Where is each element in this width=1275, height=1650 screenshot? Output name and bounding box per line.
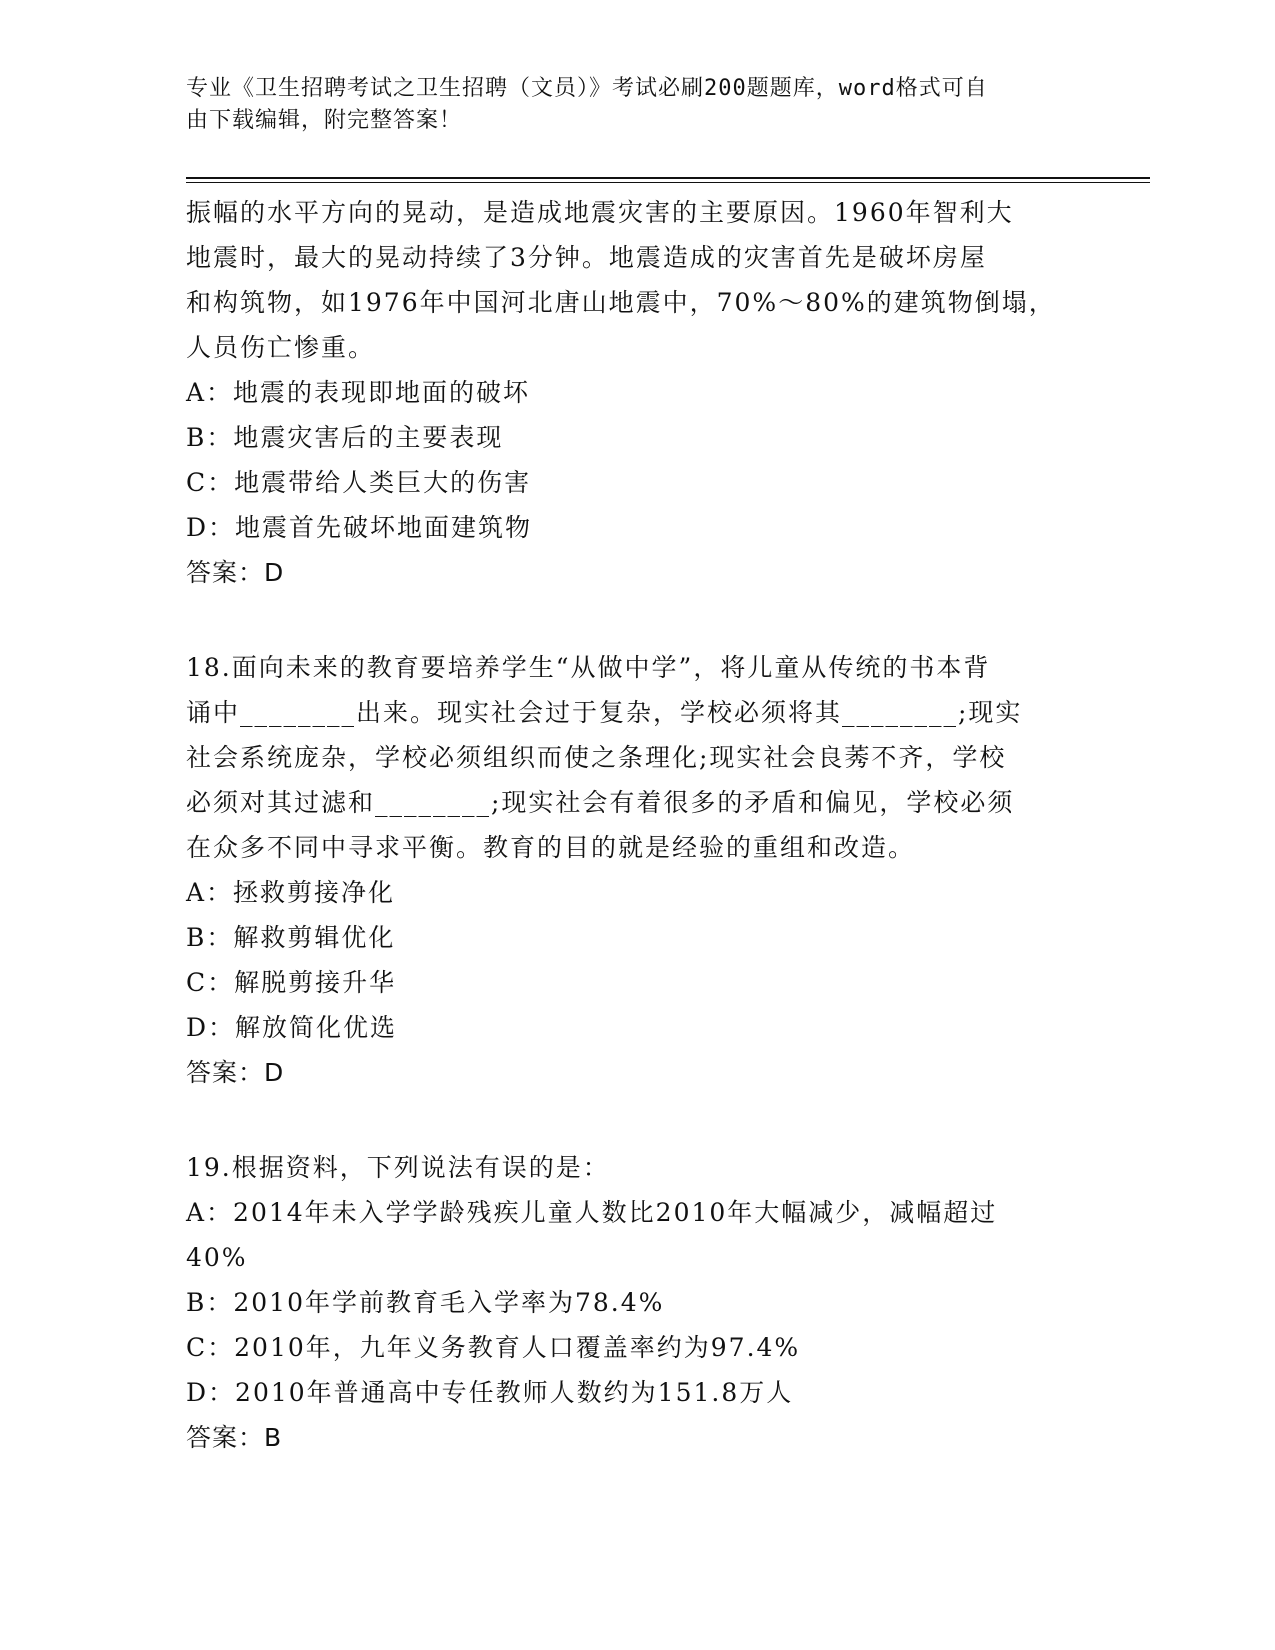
header-line-2: 由下载编辑，附完整答案！: [186, 108, 463, 133]
option-a-continued: 40%: [186, 1243, 248, 1272]
document-header: [186, 73, 1066, 137]
option-d: D：解放简化优选: [186, 1013, 398, 1042]
question-17: [186, 190, 1076, 595]
question-stem-line: 诵中________出来。现实社会过于复杂，学校必须将其________;现实: [186, 698, 1023, 727]
question-stem-line: 振幅的水平方向的晃动，是造成地震灾害的主要原因。1960年智利大: [186, 198, 1014, 227]
option-a: A：2014年未入学学龄残疾儿童人数比2010年大幅减少，减幅超过: [186, 1198, 998, 1227]
question-stem-line: 地震时，最大的晃动持续了3分钟。地震造成的灾害首先是破坏房屋: [186, 243, 987, 272]
header-divider-thin: [186, 182, 1150, 183]
header-divider-thick: [186, 177, 1150, 179]
option-a: A：拯救剪接净化: [186, 878, 396, 907]
question-list: [186, 190, 1076, 1460]
answer-line: 答案：D: [186, 1058, 285, 1087]
question-stem-line: 和构筑物，如1976年中国河北唐山地震中，70%～80%的建筑物倒塌，: [186, 288, 1056, 317]
question-19: [186, 1145, 1076, 1460]
option-a: A：地震的表现即地面的破坏: [186, 378, 531, 407]
answer-line: 答案：D: [186, 558, 285, 587]
question-18: [186, 645, 1076, 1095]
option-c: C：地震带给人类巨大的伤害: [186, 468, 532, 497]
option-c: C：2010年，九年义务教育人口覆盖率约为97.4%: [186, 1333, 801, 1362]
question-stem-line: 在众多不同中寻求平衡。教育的目的就是经验的重组和改造。: [186, 833, 916, 862]
option-b: B：解救剪辑优化: [186, 923, 396, 952]
question-stem-line: 19.根据资料，下列说法有误的是：: [186, 1153, 610, 1182]
option-b: B：地震灾害后的主要表现: [186, 423, 504, 452]
question-stem-line: 人员伤亡惨重。: [186, 333, 376, 362]
question-stem-line: 18.面向未来的教育要培养学生“从做中学”，将儿童从传统的书本背: [186, 653, 991, 682]
header-line-1: 专业《卫生招聘考试之卫生招聘（文员）》考试必刷200题题库，word格式可自: [186, 76, 988, 101]
question-stem-line: 社会系统庞杂，学校必须组织而使之条理化;现实社会良莠不齐，学校: [186, 743, 1007, 772]
answer-line: 答案：B: [186, 1423, 283, 1452]
option-b: B：2010年学前教育毛入学率为78.4%: [186, 1288, 665, 1317]
option-d: D：地震首先破坏地面建筑物: [186, 513, 533, 542]
question-stem-line: 必须对其过滤和________;现实社会有着很多的矛盾和偏见，学校必须: [186, 788, 1015, 817]
option-c: C：解脱剪接升华: [186, 968, 397, 997]
option-d: D：2010年普通高中专任教师人数约为151.8万人: [186, 1378, 794, 1407]
